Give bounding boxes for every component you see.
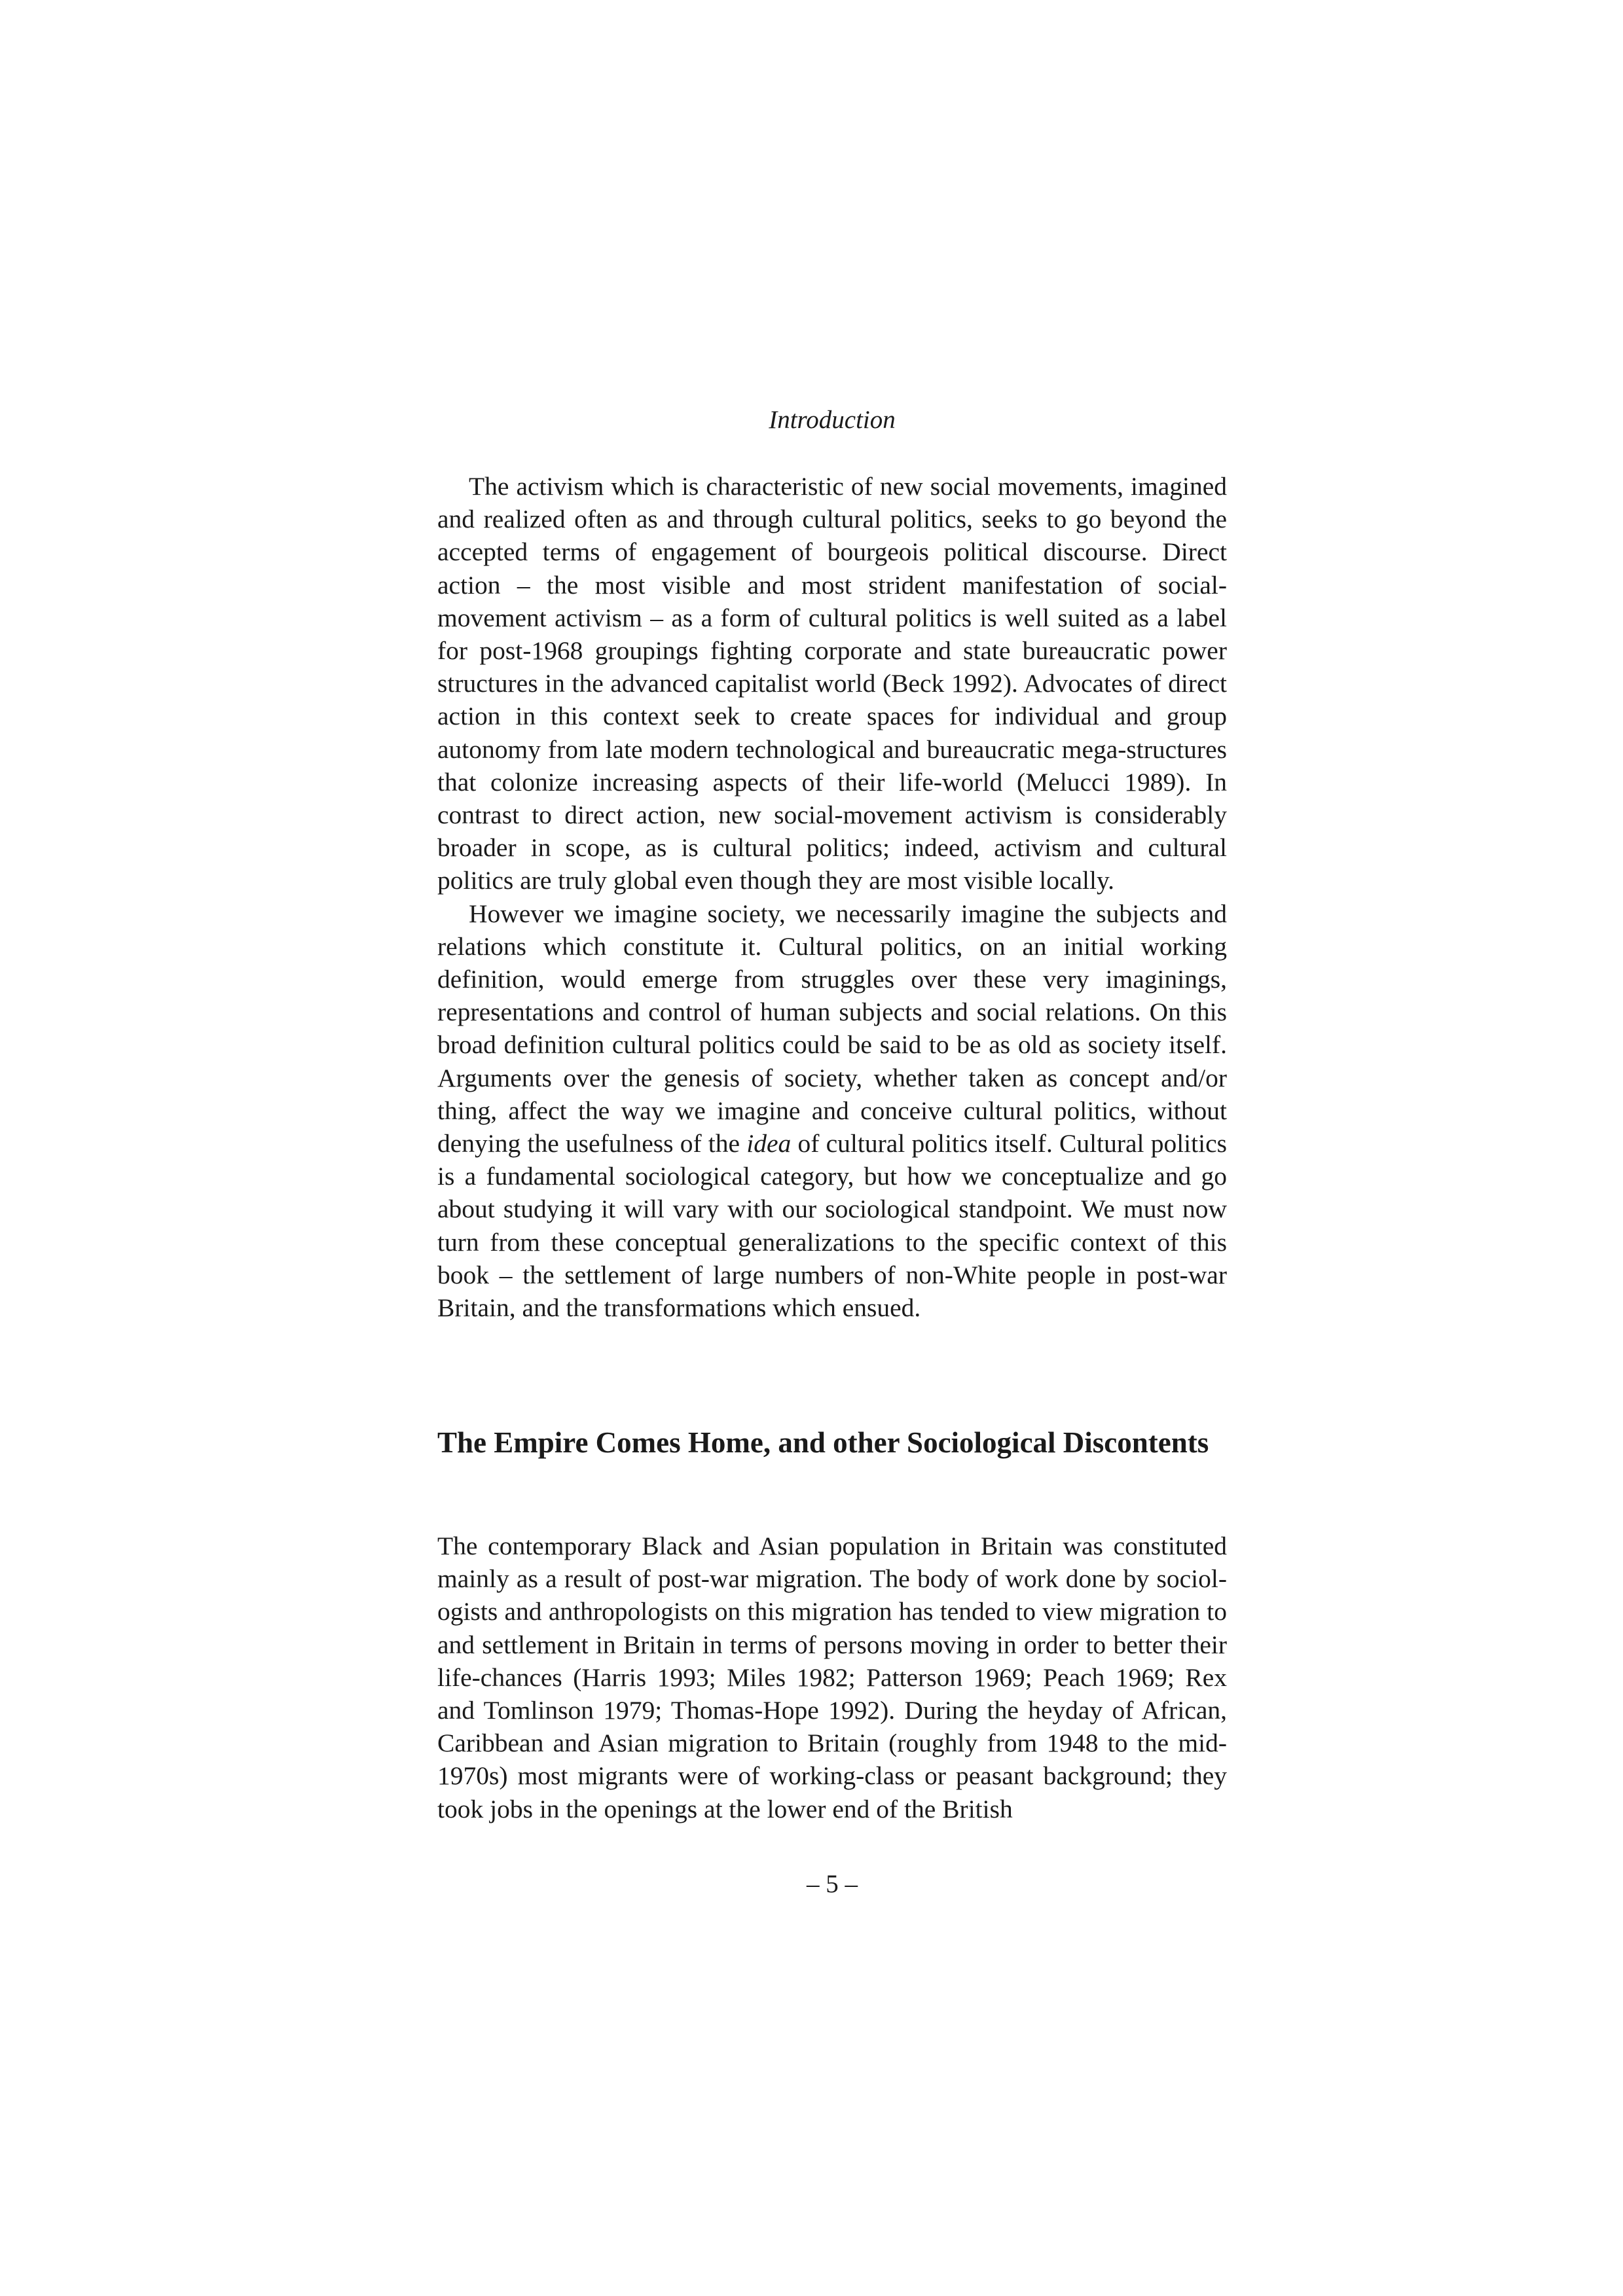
- paragraph: The contemporary Black and Asian population in Britain was constituted mainly as a result of post-war migration. The body of work done by sociologists and anthropologists on this migration has tended to view migration to and settlement in Britain in terms of persons moving in order to better their life-chances (Harris 1993; Miles 1982; Patterson 1969; Peach 1969; Rex and Tomlinson 1979; Thomas-Hope 1992). During the heyday of African, Caribbean and Asian migration to Britain (roughly from 1948 to the mid-1970s) most migrants were of working-class or peasant background; they took jobs in the openings at the lower end of the British: [437, 1532, 1227, 1823]
- page-number: – 5 –: [807, 1870, 858, 1898]
- body-text: [437, 470, 1227, 1324]
- paragraph: [437, 897, 1227, 1325]
- paragraph-text: However we imagine society, we necessarily imagine the subjects and relations which constitute it. Cultural politics, on an initial working definition, would emerge from struggles over these very imaginings, representations and control of human subjects and social relations. On this broad definition cultural politics could be said to be as old as society itself. Arguments over the genesis of society, whether taken as concept and/or thing, affect the way we imagine and conceive cultural politics, without denying the usefulness of the: [437, 899, 1227, 1158]
- running-head: Introduction: [769, 406, 896, 434]
- section-heading: The Empire Comes Home, and other Sociological Discontents: [437, 1426, 1209, 1459]
- paragraph: The activism which is characteristic of new social movements, imagined and realized often as and through cultural politics, seeks to go beyond the accepted terms of engagement of bourgeois political discourse. Direct action – the most visible and most strident manifestation of social-movement activism – as a form of cultural politics is well suited as a label for post-1968 groupings fighting corporate and state bureaucratic power structures in the advanced capitalist world (Beck 1992). Advocates of direct action in this context seek to create spaces for individual and group autonomy from late modern technological and bureaucratic mega-structures that colonize increasing aspects of their life-world (Melucci 1989). In contrast to direct action, new social-movement activism is considerably broader in scope, as is cultural politics; indeed, activism and cultural politics are truly global even though they are most visible locally.: [437, 472, 1227, 895]
- paragraph-text: of cultural politics itself. Cultural politics is a fundamental sociological category, but how we conceptualize and go about studying it will vary with our sociological standpoint. We must now turn from these conceptual generalizations to the specific context of this book – the settlement of large numbers of non-White people in post-war Britain, and the transformations which ensued.: [437, 1129, 1227, 1323]
- section-text: [437, 1530, 1227, 1825]
- emphasis-text: idea: [746, 1129, 792, 1158]
